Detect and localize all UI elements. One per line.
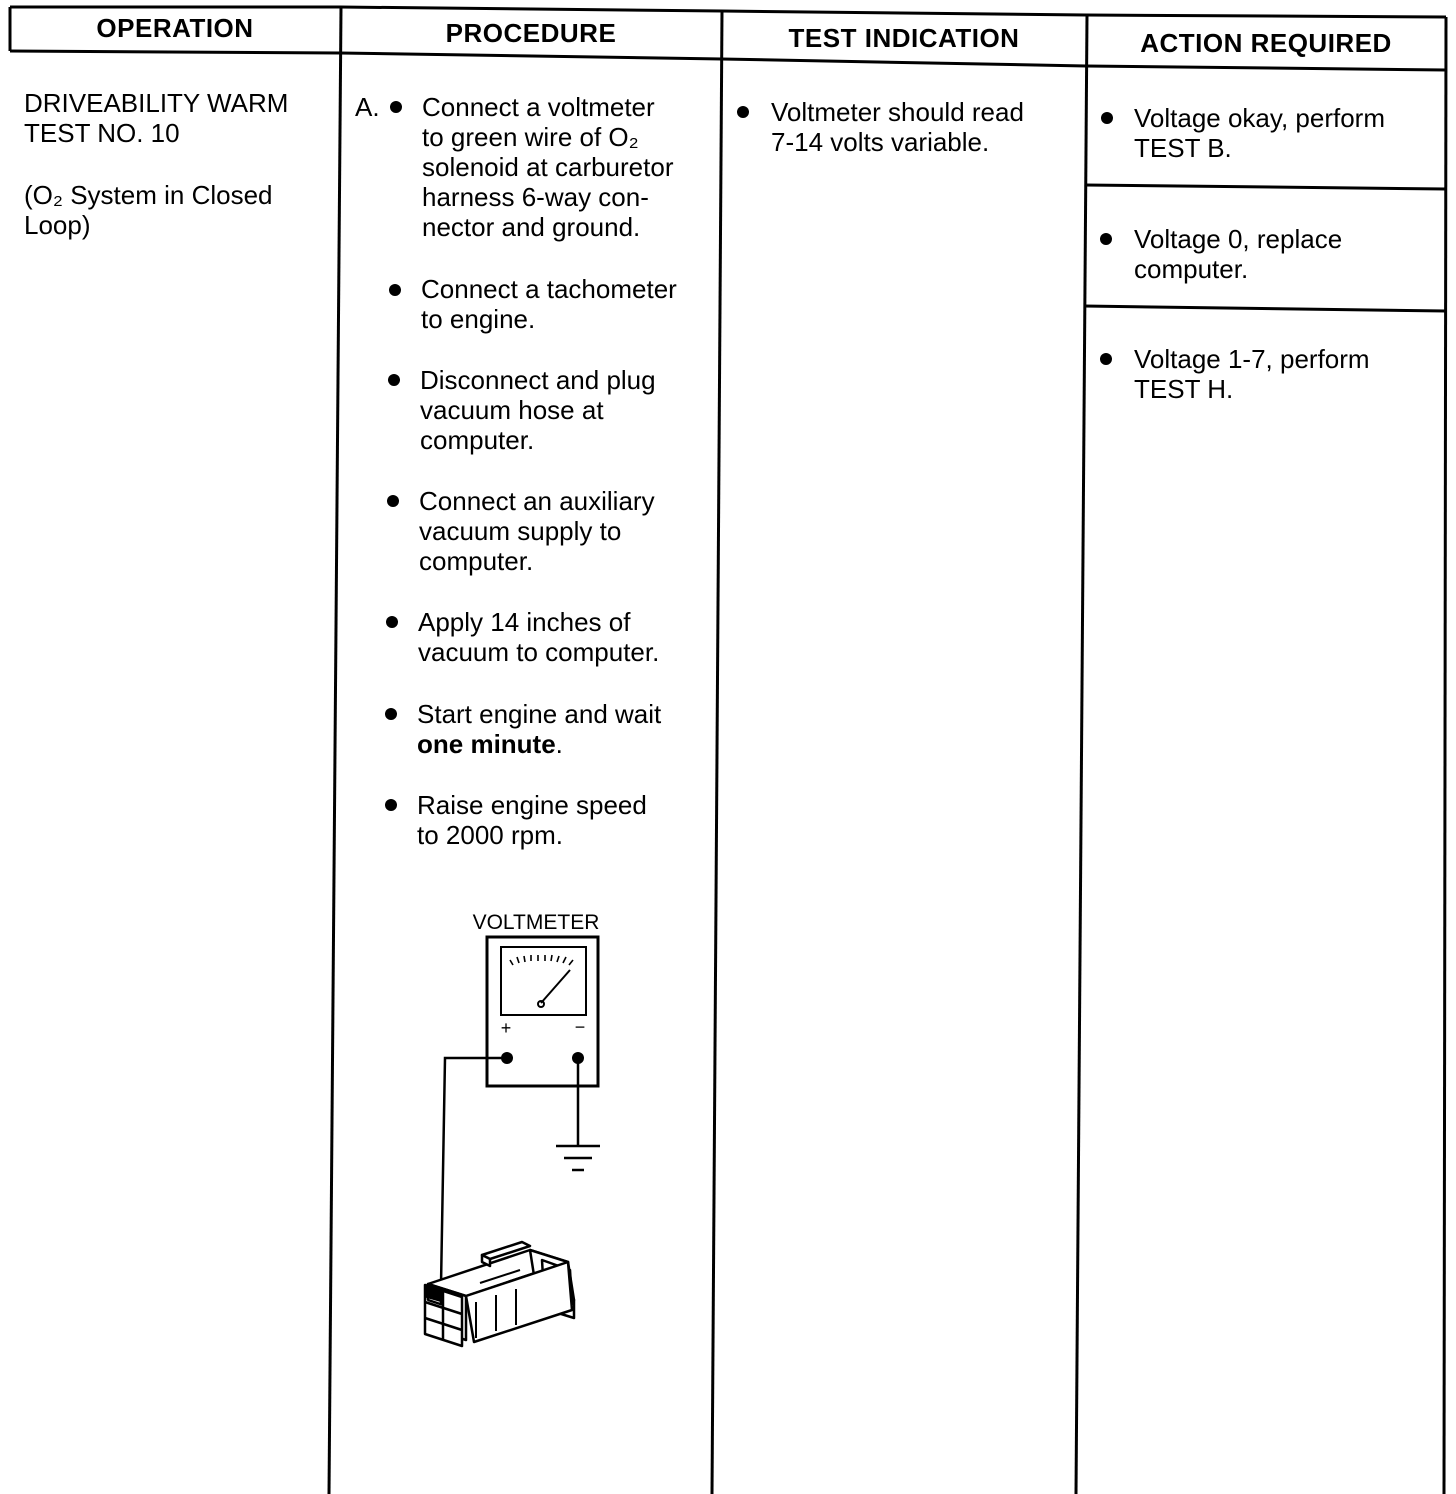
voltmeter-minus-terminal-label: − xyxy=(574,1017,586,1037)
step-1-line-4: harness 6-way con- xyxy=(422,182,649,212)
procedure-bullet-5 xyxy=(386,616,398,628)
procedure-bullet-3 xyxy=(388,374,400,386)
action-3-line2: TEST H. xyxy=(1134,374,1234,404)
needle-pivot xyxy=(538,1001,544,1007)
operation-note-line2: Loop) xyxy=(24,210,91,240)
dial-scale-ticks xyxy=(510,955,573,965)
operation-title-line2: TEST NO. 10 xyxy=(24,118,180,148)
procedure-step-7 xyxy=(417,790,647,850)
step-6-line-2 xyxy=(417,729,661,759)
voltmeter-needle xyxy=(541,970,570,1003)
action-bullet-2 xyxy=(1100,233,1112,245)
procedure-label: A. xyxy=(355,92,380,122)
divider-procedure-test xyxy=(712,11,722,1494)
voltmeter-plus-terminal-label: + xyxy=(500,1018,512,1038)
operation-title-line1: DRIVEABILITY WARM xyxy=(24,88,289,118)
step-1-line-5: nector and ground. xyxy=(422,212,641,242)
step-3-line-2: vacuum hose at xyxy=(420,395,604,425)
action-item-1 xyxy=(1134,103,1385,163)
action-bullet-3 xyxy=(1100,353,1112,365)
right-border xyxy=(1444,17,1446,1494)
voltmeter-diagram xyxy=(400,900,660,1360)
divider-test-action xyxy=(1076,15,1087,1494)
test-indication-bullet xyxy=(737,106,749,118)
procedure-step-4 xyxy=(419,486,655,576)
action-1-line2: TEST B. xyxy=(1134,133,1232,163)
procedure-step-6 xyxy=(417,699,661,759)
procedure-bullet-4 xyxy=(387,495,399,507)
procedure-step-3 xyxy=(420,365,656,455)
operation-note-line1: (O₂ System in Closed xyxy=(24,180,273,210)
header-procedure: PROCEDURE xyxy=(445,18,617,48)
operation-title xyxy=(24,88,288,148)
procedure-step-2 xyxy=(421,274,677,334)
step-1-line-3: solenoid at carburetor xyxy=(422,152,674,182)
test-indication-line2: 7-14 volts variable. xyxy=(771,127,990,157)
step-3-line-1: Disconnect and plug xyxy=(420,365,656,395)
six-way-connector xyxy=(425,1242,574,1346)
step-5-line-1: Apply 14 inches of xyxy=(418,607,631,637)
action-3-line1: Voltage 1-7, perform xyxy=(1134,344,1370,374)
action-row-separator-1 xyxy=(1085,185,1446,189)
test-indication-text xyxy=(771,97,1024,157)
procedure-bullet-7 xyxy=(385,799,397,811)
action-2-line1: Voltage 0, replace xyxy=(1134,224,1343,254)
step-4-line-2: vacuum supply to xyxy=(419,516,622,546)
action-row-separator-2 xyxy=(1084,306,1446,311)
header-action-required: ACTION REQUIRED xyxy=(1140,28,1392,58)
procedure-step-1 xyxy=(422,92,673,242)
action-2-line2: computer. xyxy=(1134,254,1249,284)
test-indication-line1: Voltmeter should read xyxy=(771,97,1024,127)
step-4-line-3: computer. xyxy=(419,546,534,576)
negative-terminal xyxy=(572,1052,584,1064)
action-bullet-1 xyxy=(1101,112,1113,124)
divider-operation-procedure xyxy=(329,7,341,1494)
action-item-3 xyxy=(1134,344,1370,404)
step-4-line-1: Connect an auxiliary xyxy=(419,486,655,516)
header-test-indication: TEST INDICATION xyxy=(788,23,1020,53)
step-7-line-2: to 2000 rpm. xyxy=(417,820,563,850)
action-1-line1: Voltage okay, perform xyxy=(1134,103,1385,133)
voltmeter-label: VOLTMETER xyxy=(472,911,600,934)
step-6-suffix: . xyxy=(555,729,563,759)
step-1-line-1: Connect a voltmeter xyxy=(422,92,655,122)
procedure-step-5 xyxy=(418,607,659,667)
procedure-bullet-2 xyxy=(389,284,401,296)
header-operation: OPERATION xyxy=(96,13,254,43)
step-2-line-1: Connect a tachometer xyxy=(421,274,677,304)
step-6-bold: one minute xyxy=(417,729,556,759)
step-7-line-1: Raise engine speed xyxy=(417,790,647,820)
action-item-2 xyxy=(1134,224,1342,284)
step-1-line-2: to green wire of O₂ xyxy=(422,122,639,152)
positive-terminal xyxy=(501,1052,513,1064)
step-2-line-2: to engine. xyxy=(421,304,536,334)
procedure-bullet-1 xyxy=(390,101,402,113)
voltmeter-body xyxy=(487,937,598,1086)
procedure-bullet-6 xyxy=(385,708,397,720)
step-3-line-3: computer. xyxy=(420,425,535,455)
step-5-line-2: vacuum to computer. xyxy=(418,637,660,667)
step-6-line-1: Start engine and wait xyxy=(417,699,662,729)
operation-note xyxy=(24,180,273,240)
